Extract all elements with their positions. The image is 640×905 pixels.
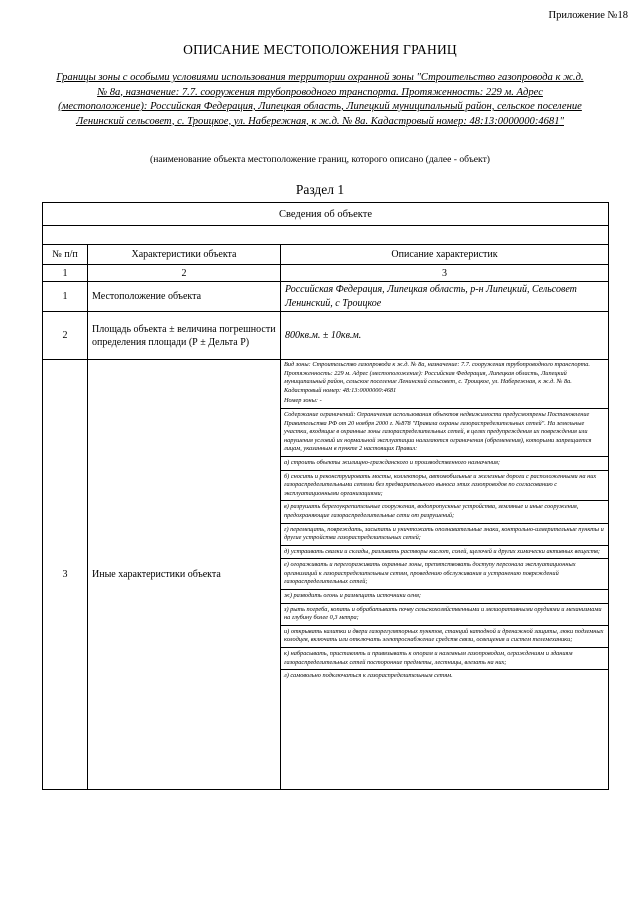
restriction-item: е) огораживать и перегораживать охранные зоны, препятствовать доступу персонала эксплуатационных организаций к газораспределительным сетям, проведению обслуживания и устранению повреждений газораспределительных сетей; [284,561,576,586]
row-number: 2 [43,312,88,360]
appendix-label: Приложение №18 [548,10,628,21]
details-divider [281,456,608,457]
column-number: 1 [43,265,88,282]
restriction-item: л) самовольно подключаться к газораспределительным сетям. [284,672,453,680]
details-divider [281,545,608,546]
details-divider [281,500,608,501]
details-divider [281,669,608,670]
table-row [43,360,609,790]
table-header-row [43,245,609,265]
details-divider [281,589,608,590]
table-caption: Сведения об объекте [43,203,609,226]
column-header-description: Описание характеристик [281,245,609,265]
details-divider [281,625,608,626]
restriction-item: з) рыть погреба, копать и обрабатывать почву сельскохозяйственными и мелиоративными орудиями и механизмами на глубину более 0,3 метра; [284,605,602,622]
restriction-item: и) открывать калитки и двери газорегуляторных пунктов, станций катодной и дренажной защиты, люки подземных колодцев, включать или отключать электроснабжение средств связи, освещения и систем телемеханики; [284,627,604,644]
row-details [281,360,609,790]
row-number: 3 [43,360,88,790]
table-empty-cell [43,226,609,245]
object-subject-caption: (наименование объекта местоположение границ, которого описано (далее - объект) [150,154,490,165]
restriction-item: г) перемещать, повреждать, засыпать и уничтожать опознавательные знаки, контрольно-измерительные пункты и другие устройства газораспределительных сетей; [284,525,604,542]
details-divider [281,558,608,559]
table-empty-row [43,226,609,245]
column-number: 2 [88,265,281,282]
table-row [43,312,609,360]
details-content: Содержание ограничений: Ограничения использования объектов недвижимости предусмотрены Постановление Правительства РФ от 20 ноября 2000 г. №878 "Правила охраны газораспределительных сетей". На земельные участки, входящие в охранные зоны газораспределительных сетей, в целях предупреждения их повреждения или нарушения условий их нормальной эксплуатации налагаются ограничения (обременения), которыми запрещается лицам, указанным в пункте 2 настоящих Правил: [284,410,592,453]
object-subject: Границы зоны с особыми условиями использования территории охранной зоны "Строительство газопровода к ж.д. № 8а, назначение: 7.7. сооружения трубопроводного транспорта. Протяженность: 229 м. Адрес (местоположение): Российская Федерация, Липецкая область, Липецкий муниципальный район, сельское поселение Ленинский сельсовет, с. Троицкое, ул. Набережная, к ж.д. № 8а. Кадастровый номер: 48:13:0000000:4681" [56,72,584,127]
details-divider [281,647,608,648]
row-number: 1 [43,282,88,312]
details-divider [281,603,608,604]
column-header-number: № п/п [43,245,88,265]
restriction-item: а) строить объекты жилищно-гражданского и производственного назначения; [284,458,501,466]
row-value: 800кв.м. ± 10кв.м. [281,312,609,360]
details-zone-number: Номер зоны: - [284,397,322,405]
column-header-characteristic: Характеристики объекта [88,245,281,265]
restriction-item: ж) разводить огонь и размещать источники огня; [284,592,421,600]
details-divider [281,523,608,524]
details-divider [281,408,608,409]
row-characteristic: Иные характеристики объекта [88,360,281,790]
row-value: Российская Федерация, Липецкая область, р-н Липецкий, Сельсовет Ленинский, с Троицкое [281,282,609,312]
details-divider [281,470,608,471]
object-info-table [42,202,609,790]
restriction-item: к) набрасывать, приставлять и привязывать к опорам и наземным газопроводам, ограждениям и зданиям газораспределительных сетей посторонние предметы, лестницы, влезать на них; [284,650,573,666]
document-title: ОПИСАНИЕ МЕСТОПОЛОЖЕНИЯ ГРАНИЦ [183,42,457,57]
restriction-item: в) разрушать берегоукрепительные сооружения, водопропускные устройства, земляные и иные сооружения, предохраняющие газораспределительные сети от разрушений; [284,503,579,519]
row-characteristic: Местоположение объекта [88,282,281,312]
section-title: Раздел 1 [295,182,345,197]
table-row [43,282,609,312]
column-number: 3 [281,265,609,282]
restriction-item: б) сносить и реконструировать мосты, коллекторы, автомобильные и железные дороги с расположенными на них газораспределительными сетями без предварительного выноса этих газопроводов по согласованию с эксплуатационными организациями; [284,472,597,497]
details-intro: Вид зоны: Строительство газопровода к ж.д. № 8а, назначение: 7.7. сооружения трубопроводного транспорта. Протяженность: 229 м. Адрес (местоположение): Российская Федерация, Липецкая область, Липецкий муниципальный район, сельское поселение Ленинский сельсовет, с. Троицкое, ул. Набережная, к ж.д. № 8а. Кадастровый номер: 48:13:0000000:4681 [284,361,590,394]
restriction-item: д) устраивать свалки и склады, разливать растворы кислот, солей, щелочей и других химически активных веществ; [284,547,600,555]
table-caption-row [43,203,609,226]
column-number-row [43,265,609,282]
row-characteristic: Площадь объекта ± величина погрешности определения площади (Р ± Дельта Р) [88,312,281,360]
